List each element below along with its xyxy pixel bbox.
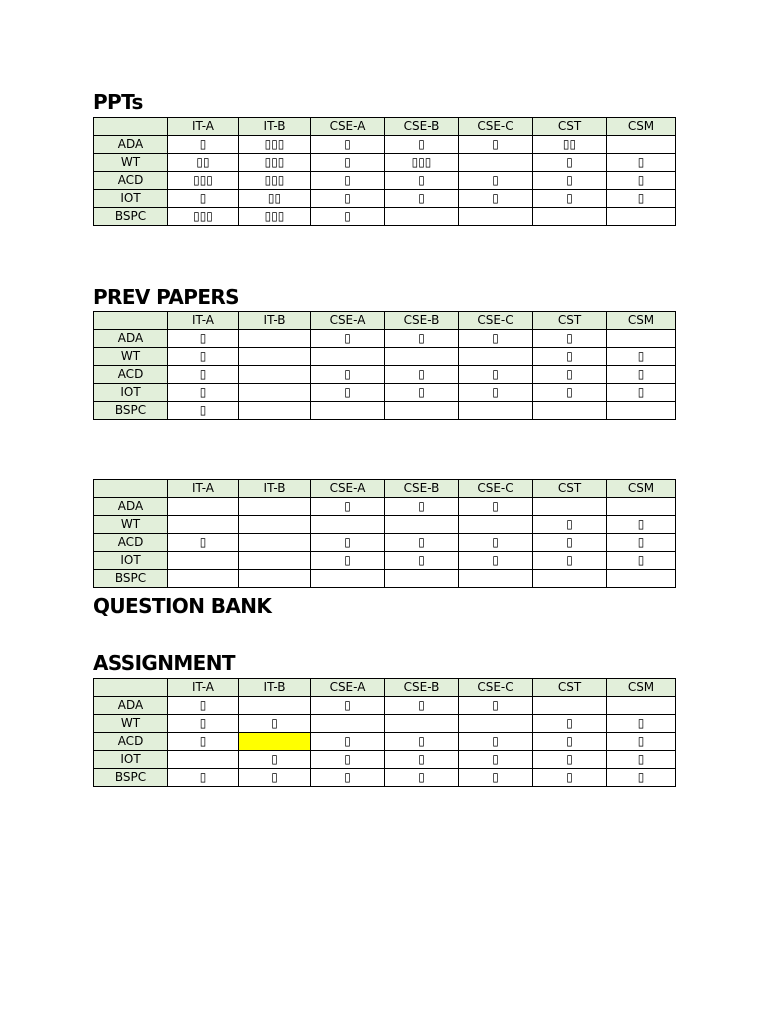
cell-iot-cst: ▯ [533,190,607,208]
cell-iot-it-a: ▯ [168,190,239,208]
cell-bspc-it-a: ▯▯▯ [168,208,239,226]
row-label-ada: ADA [94,136,168,154]
cell-bspc-cst [533,208,607,226]
column-header-it-a: IT-A [168,679,239,697]
row-label-acd: ACD [94,733,168,751]
cell-ada-cse-c: ▯ [459,498,533,516]
section-title-question-bank: QUESTION BANK [93,594,272,618]
column-header-it-b: IT-B [239,679,311,697]
cell-wt-cse-b [385,516,459,534]
cell-acd-csm: ▯ [607,366,676,384]
column-header-csm: CSM [607,312,676,330]
cell-ada-cse-a: ▯ [311,697,385,715]
table-row [94,697,676,715]
row-label-ada: ADA [94,498,168,516]
cell-bspc-cst [533,570,607,588]
column-header-cse-a: CSE-A [311,679,385,697]
cell-wt-cse-a: ▯ [311,154,385,172]
cell-wt-cse-c [459,154,533,172]
cell-bspc-cst [533,402,607,420]
cell-bspc-cse-c [459,402,533,420]
cell-ada-cst: ▯▯ [533,136,607,154]
cell-wt-it-b: ▯ [239,715,311,733]
table-row [94,366,676,384]
table-row [94,534,676,552]
table-row [94,733,676,751]
table-row [94,552,676,570]
cell-bspc-it-b [239,402,311,420]
cell-acd-csm: ▯ [607,733,676,751]
cell-iot-cse-b: ▯ [385,751,459,769]
cell-iot-cse-a: ▯ [311,190,385,208]
cell-acd-it-a: ▯ [168,366,239,384]
row-label-wt: WT [94,715,168,733]
cell-bspc-cse-b: ▯ [385,769,459,787]
cell-iot-cst: ▯ [533,751,607,769]
cell-ada-cse-c: ▯ [459,697,533,715]
cell-wt-cse-c [459,516,533,534]
cell-ada-it-b: ▯▯▯ [239,136,311,154]
cell-iot-csm: ▯ [607,552,676,570]
cell-iot-csm: ▯ [607,384,676,402]
table-row [94,208,676,226]
column-header-cse-a: CSE-A [311,118,385,136]
cell-bspc-cst: ▯ [533,769,607,787]
cell-acd-it-a: ▯▯▯ [168,172,239,190]
cell-ada-it-a: ▯ [168,697,239,715]
cell-wt-cse-a [311,715,385,733]
cell-ada-cse-b: ▯ [385,697,459,715]
row-label-acd: ACD [94,534,168,552]
column-header-it-a: IT-A [168,480,239,498]
cell-wt-csm: ▯ [607,516,676,534]
cell-wt-cse-b [385,715,459,733]
cell-wt-it-a: ▯ [168,348,239,366]
cell-iot-csm: ▯ [607,751,676,769]
cell-ada-it-a: ▯ [168,136,239,154]
cell-wt-cst: ▯ [533,715,607,733]
prev-papers-table [93,311,676,420]
cell-acd-csm: ▯ [607,534,676,552]
cell-wt-cse-b [385,348,459,366]
table-row [94,190,676,208]
cell-ada-cse-c: ▯ [459,330,533,348]
row-label-iot: IOT [94,751,168,769]
cell-ada-it-b [239,697,311,715]
highlighted-cell [239,733,311,751]
cell-iot-cse-c: ▯ [459,190,533,208]
table-header-row [94,679,676,697]
cell-bspc-csm [607,402,676,420]
cell-ada-cse-a: ▯ [311,498,385,516]
column-header-cse-c: CSE-C [459,679,533,697]
cell-bspc-it-b [239,570,311,588]
cell-ada-cse-a: ▯ [311,330,385,348]
section-title-ppts: PPTs [93,90,143,114]
cell-wt-cst: ▯ [533,516,607,534]
cell-ada-cst: ▯ [533,330,607,348]
column-header-csm: CSM [607,679,676,697]
cell-wt-csm: ▯ [607,348,676,366]
cell-iot-it-a: ▯ [168,384,239,402]
table-corner-cell [94,118,168,136]
table-row [94,498,676,516]
cell-ada-cse-b: ▯ [385,498,459,516]
table-row [94,154,676,172]
cell-iot-cse-b: ▯ [385,552,459,570]
question-bank-table [93,479,676,588]
cell-iot-it-a [168,751,239,769]
table-row [94,348,676,366]
section-title-prev-papers: PREV PAPERS [93,285,239,309]
table-row [94,172,676,190]
table-row [94,402,676,420]
row-label-wt: WT [94,348,168,366]
cell-iot-cst: ▯ [533,552,607,570]
cell-bspc-it-a: ▯ [168,402,239,420]
cell-bspc-cse-b [385,570,459,588]
cell-bspc-cse-b [385,208,459,226]
table-row [94,715,676,733]
cell-iot-csm: ▯ [607,190,676,208]
cell-ada-it-b [239,330,311,348]
cell-ada-cst [533,697,607,715]
table-header-row [94,312,676,330]
cell-acd-it-b: ▯▯▯ [239,172,311,190]
cell-acd-cse-b: ▯ [385,733,459,751]
cell-acd-cse-b: ▯ [385,366,459,384]
column-header-cse-c: CSE-C [459,312,533,330]
cell-acd-it-b [239,534,311,552]
table-header-row [94,118,676,136]
cell-wt-it-a: ▯▯ [168,154,239,172]
cell-acd-it-a: ▯ [168,534,239,552]
cell-bspc-cse-b [385,402,459,420]
cell-bspc-cse-a [311,402,385,420]
cell-acd-cse-b: ▯ [385,534,459,552]
cell-iot-cse-b: ▯ [385,384,459,402]
table-row [94,516,676,534]
cell-acd-cse-a: ▯ [311,172,385,190]
cell-ada-cse-b: ▯ [385,330,459,348]
row-label-acd: ACD [94,366,168,384]
cell-ada-csm [607,697,676,715]
row-label-wt: WT [94,516,168,534]
cell-acd-csm: ▯ [607,172,676,190]
cell-acd-cse-a: ▯ [311,534,385,552]
cell-wt-csm: ▯ [607,715,676,733]
cell-wt-csm: ▯ [607,154,676,172]
column-header-csm: CSM [607,480,676,498]
column-header-cse-c: CSE-C [459,118,533,136]
cell-acd-cse-b: ▯ [385,172,459,190]
cell-iot-cse-c: ▯ [459,384,533,402]
column-header-it-b: IT-B [239,312,311,330]
cell-acd-cse-c: ▯ [459,534,533,552]
cell-ada-csm [607,498,676,516]
cell-bspc-csm [607,208,676,226]
cell-acd-cst: ▯ [533,172,607,190]
cell-bspc-cse-a: ▯ [311,769,385,787]
column-header-cse-c: CSE-C [459,480,533,498]
cell-iot-cse-a: ▯ [311,751,385,769]
cell-iot-cst: ▯ [533,384,607,402]
ppts-table [93,117,676,226]
cell-wt-cse-c [459,348,533,366]
column-header-cst: CST [533,480,607,498]
cell-wt-cst: ▯ [533,154,607,172]
row-label-ada: ADA [94,330,168,348]
column-header-it-a: IT-A [168,118,239,136]
cell-ada-cse-b: ▯ [385,136,459,154]
cell-acd-it-a: ▯ [168,733,239,751]
cell-wt-it-b: ▯▯▯ [239,154,311,172]
row-label-bspc: BSPC [94,402,168,420]
cell-ada-cse-a: ▯ [311,136,385,154]
cell-ada-csm [607,136,676,154]
row-label-wt: WT [94,154,168,172]
cell-iot-it-b [239,552,311,570]
table-row [94,570,676,588]
table-row [94,769,676,787]
table-row [94,751,676,769]
cell-ada-cse-c: ▯ [459,136,533,154]
cell-wt-cse-a [311,516,385,534]
cell-ada-it-b [239,498,311,516]
cell-iot-cse-b: ▯ [385,190,459,208]
cell-wt-cse-a [311,348,385,366]
column-header-cse-b: CSE-B [385,480,459,498]
table-row [94,384,676,402]
cell-bspc-cse-c [459,208,533,226]
column-header-cse-a: CSE-A [311,312,385,330]
table-corner-cell [94,312,168,330]
cell-wt-it-a [168,516,239,534]
table-corner-cell [94,679,168,697]
cell-bspc-it-a: ▯ [168,769,239,787]
section-title-assignment: ASSIGNMENT [93,651,235,675]
cell-ada-cst [533,498,607,516]
row-label-iot: IOT [94,384,168,402]
cell-bspc-it-b: ▯▯▯ [239,208,311,226]
assignment-table [93,678,676,787]
column-header-cse-b: CSE-B [385,679,459,697]
cell-bspc-cse-c: ▯ [459,769,533,787]
row-label-bspc: BSPC [94,769,168,787]
column-header-cst: CST [533,312,607,330]
cell-wt-it-a: ▯ [168,715,239,733]
column-header-cse-a: CSE-A [311,480,385,498]
cell-bspc-it-b: ▯ [239,769,311,787]
cell-acd-cse-c: ▯ [459,733,533,751]
cell-wt-cst: ▯ [533,348,607,366]
cell-iot-it-b [239,384,311,402]
cell-bspc-it-a [168,570,239,588]
table-corner-cell [94,480,168,498]
cell-ada-it-a [168,498,239,516]
cell-acd-cst: ▯ [533,733,607,751]
cell-bspc-cse-a: ▯ [311,208,385,226]
cell-acd-cse-a: ▯ [311,366,385,384]
column-header-cse-b: CSE-B [385,312,459,330]
cell-acd-cse-c: ▯ [459,366,533,384]
cell-wt-it-b [239,516,311,534]
cell-iot-it-b: ▯▯ [239,190,311,208]
cell-wt-it-b [239,348,311,366]
cell-iot-cse-a: ▯ [311,384,385,402]
cell-bspc-csm: ▯ [607,769,676,787]
table-header-row [94,480,676,498]
column-header-it-b: IT-B [239,118,311,136]
column-header-cse-b: CSE-B [385,118,459,136]
column-header-it-a: IT-A [168,312,239,330]
cell-acd-cse-c: ▯ [459,172,533,190]
column-header-cst: CST [533,118,607,136]
row-label-bspc: BSPC [94,208,168,226]
cell-iot-it-a [168,552,239,570]
cell-acd-cst: ▯ [533,534,607,552]
column-header-csm: CSM [607,118,676,136]
row-label-bspc: BSPC [94,570,168,588]
row-label-iot: IOT [94,190,168,208]
row-label-iot: IOT [94,552,168,570]
cell-bspc-csm [607,570,676,588]
column-header-it-b: IT-B [239,480,311,498]
cell-bspc-cse-c [459,570,533,588]
cell-iot-it-b: ▯ [239,751,311,769]
cell-ada-it-a: ▯ [168,330,239,348]
cell-iot-cse-c: ▯ [459,751,533,769]
cell-ada-csm [607,330,676,348]
row-label-ada: ADA [94,697,168,715]
cell-iot-cse-a: ▯ [311,552,385,570]
cell-acd-it-b [239,366,311,384]
cell-acd-cse-a: ▯ [311,733,385,751]
cell-acd-cst: ▯ [533,366,607,384]
cell-iot-cse-c: ▯ [459,552,533,570]
column-header-cst: CST [533,679,607,697]
cell-bspc-cse-a [311,570,385,588]
cell-wt-cse-b: ▯▯▯ [385,154,459,172]
cell-wt-cse-c [459,715,533,733]
table-row [94,330,676,348]
row-label-acd: ACD [94,172,168,190]
table-row [94,136,676,154]
